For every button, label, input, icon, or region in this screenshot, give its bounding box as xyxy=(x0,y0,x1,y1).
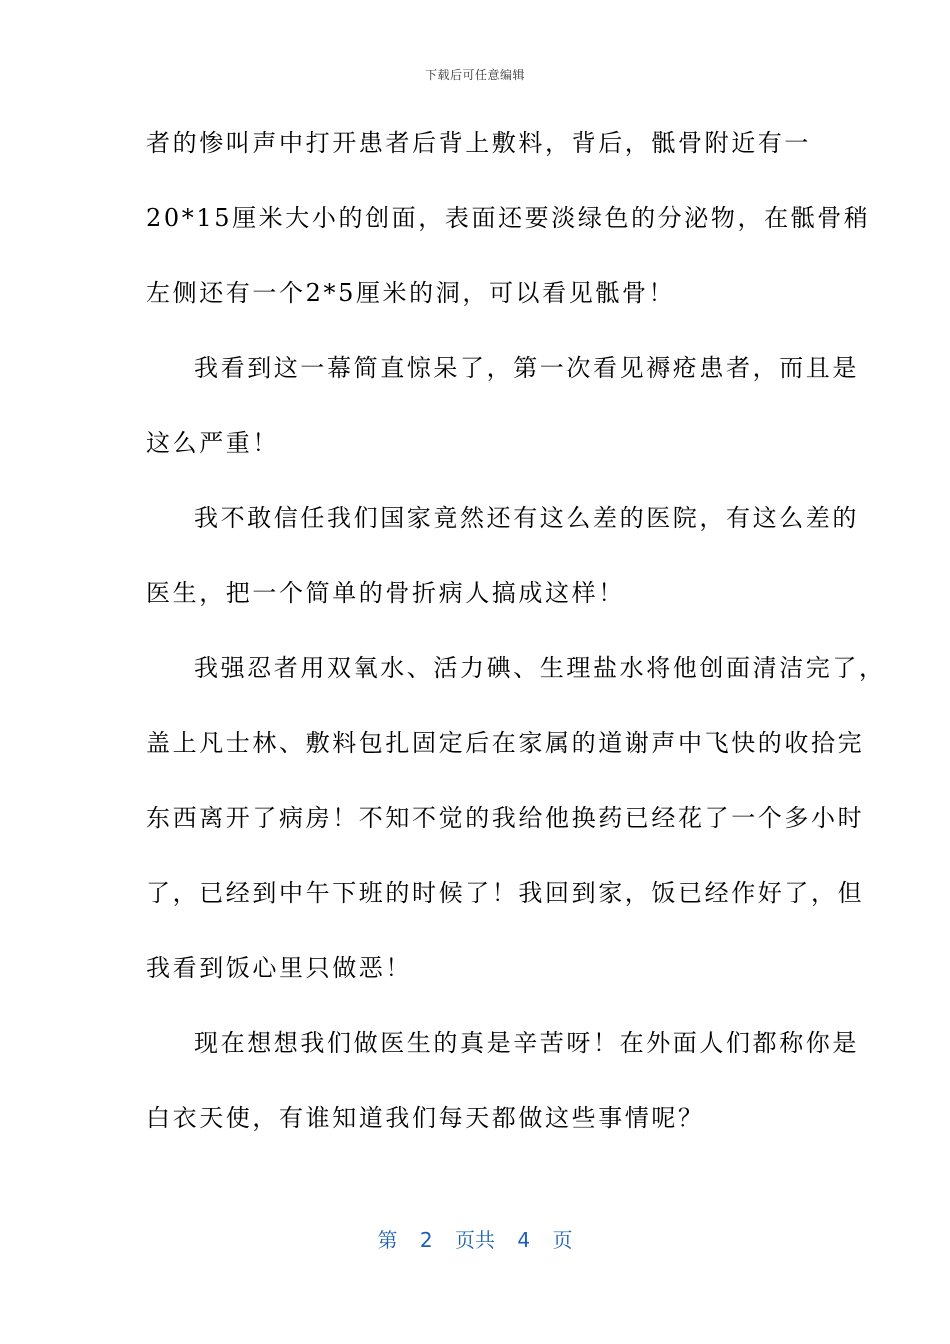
text-line: 东西离开了病房！不知不觉的我给他换药已经花了一个多小时 xyxy=(146,804,865,832)
footer-ye-gong: 页共 xyxy=(455,1228,495,1252)
text-line: 白衣天使，有谁知道我们每天都做这些事情呢？ xyxy=(146,1104,705,1132)
text-line: 盖上凡士林、敷料包扎固定后在家属的道谢声中飞快的收拾完 xyxy=(146,729,865,757)
text-line: 医生，把一个简单的骨折病人搞成这样！ xyxy=(146,579,625,607)
text-line: 者的惨叫声中打开患者后背上敷料，背后，骶骨附近有一 xyxy=(146,129,811,157)
text-line: 我不敢信任我们国家竟然还有这么差的医院，有这么差的 xyxy=(194,504,859,532)
text-line: 左侧还有一个2*5厘米的洞，可以看见骶骨！ xyxy=(146,279,676,307)
footer-di: 第 xyxy=(377,1228,398,1252)
text-line: 了，已经到中午下班的时候了！我回到家，饭已经作好了，但 xyxy=(146,879,865,907)
text-line: 现在想想我们做医生的真是辛苦呀！在外面人们都称你是 xyxy=(194,1029,859,1057)
header-note: 下载后可任意编辑 xyxy=(424,68,525,82)
text-line: 我看到这一幕简直惊呆了，第一次看见褥疮患者，而且是 xyxy=(194,354,859,382)
footer-total-pages: 4 xyxy=(517,1228,531,1252)
text-line: 这么严重！ xyxy=(146,429,279,457)
page-number-footer xyxy=(0,1224,950,1253)
text-line: 20*15厘米大小的创面，表面还要淡绿色的分泌物，在骶骨稍 xyxy=(146,204,871,232)
text-line: 我强忍者用双氧水、活力碘、生理盐水将他创面清洁完了， xyxy=(194,654,886,682)
footer-ye: 页 xyxy=(552,1228,573,1252)
text-line: 我看到饭心里只做恶！ xyxy=(146,954,412,982)
footer-current-page: 2 xyxy=(419,1228,433,1252)
